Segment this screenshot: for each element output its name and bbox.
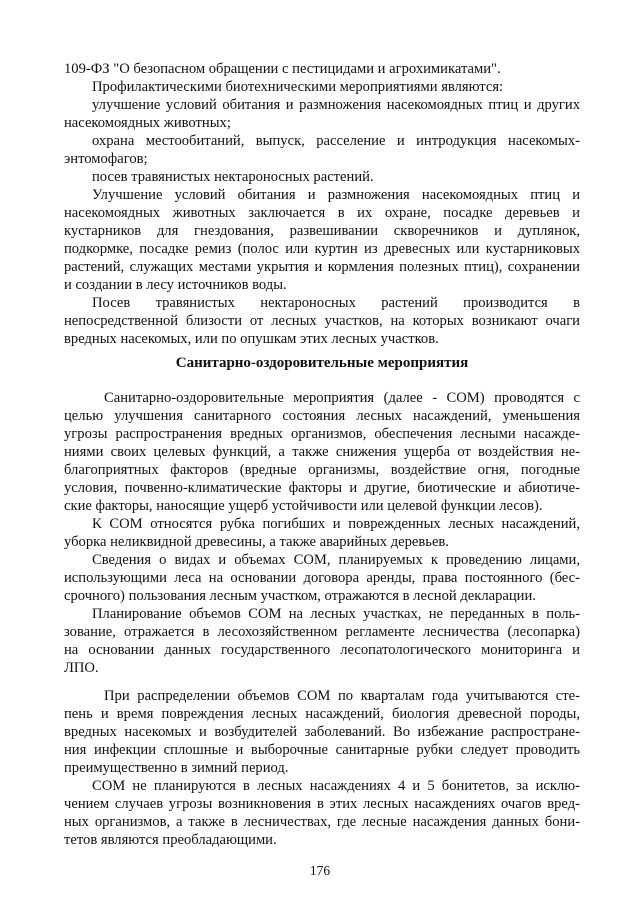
- text-line: энтомофагов;: [64, 151, 148, 167]
- text-line: уборка неликвидной древесины, а также аварийных деревьев.: [64, 534, 449, 550]
- text-line: улучшение условий обитания и размножения насекомоядных птиц и других: [92, 97, 580, 113]
- text-line: непосредственной близости от лесных участков, на которых возникают очаги: [64, 313, 580, 329]
- text-line: целью улучшения санитарного состояния лесных насаждений, уменьшения: [64, 408, 580, 424]
- text-line: охрана местообитаний, выпуск, расселение и интродукция насекомых-: [92, 133, 580, 149]
- text-line: ские факторы, наносящие ущерб устойчивости или целевой функции лесов).: [64, 498, 543, 514]
- text-line: Улучшение условий обитания и размножения насекомоядных птиц и: [92, 187, 580, 203]
- text-line: благоприятных факторов (вредные организмы, воздействие огня, погодные: [64, 462, 580, 478]
- text-line: использующими леса на основании договора аренды, права постоянного (бес-: [64, 570, 580, 586]
- page-number: 176: [309, 863, 331, 878]
- section-heading: Санитарно-оздоровительные мероприятия: [175, 355, 469, 371]
- text-line: условия, почвенно-климатические факторы и другие, биотические и абиотиче-: [64, 480, 580, 496]
- text-line: угрозы распространения вредных организмов, обеспечения лесными насажде-: [64, 426, 580, 442]
- text-line: вредных насекомых, или по опушкам этих лесных участков.: [64, 331, 439, 347]
- text-line: насекомоядных животных заключается в их охране, посадке деревьев и: [64, 205, 580, 221]
- text-line: Планирование объемов СОМ на лесных участках, не переданных в поль-: [92, 606, 580, 622]
- text-line: срочного) пользования лесным участком, отражаются в лесной декларации.: [64, 588, 536, 604]
- text-line: подкормке, посадке ремиз (полос или куртин из древесных или кустарниковых: [64, 241, 580, 257]
- text-line: СОМ не планируются в лесных насаждениях 4 и 5 бонитетов, за исклю-: [92, 778, 580, 794]
- text-line: преимущественно в зимний период.: [64, 760, 289, 776]
- text-line: Профилактическими биотехническими мероприятиями являются:: [92, 79, 504, 95]
- text-line: вредных насекомых и возбудителей заболеваний. Во избежание распростране-: [64, 724, 580, 740]
- text-line: К СОМ относятся рубка погибших и поврежденных лесных насаждений,: [92, 516, 580, 532]
- text-line: 109-ФЗ "О безопасном обращении с пестицидами и агрохимикатами".: [64, 61, 501, 77]
- text-line: ниями своих целевых функций, а также снижения ущерба от воздействия не-: [64, 444, 580, 460]
- text-line: растений, служащих местами укрытия и кормления полезных птиц), сохранении: [64, 259, 580, 275]
- text-line: ЛПО.: [64, 660, 99, 676]
- text-line: Посев травянистых нектароносных растений производится в: [92, 295, 580, 311]
- text-line: зование, отражается в лесохозяйственном регламенте лесничества (лесопарка): [64, 624, 580, 640]
- text-line: ных организмов, а также в лесничествах, где лесные насаждения данных бони-: [64, 814, 580, 830]
- text-line: тетов являются преобладающими.: [64, 832, 277, 848]
- text-line: Санитарно-оздоровительные мероприятия (далее - СОМ) проводятся с: [104, 390, 580, 406]
- text-line: кустарников для гнездования, развешивании скворечников и дуплянок,: [64, 223, 580, 239]
- text-line: чением случаев угрозы возникновения в этих лесных насаждениях очагов вред-: [64, 796, 580, 812]
- text-line: Сведения о видах и объемах СОМ, планируемых к проведению лицами,: [92, 552, 580, 568]
- text-line: пень и время повреждения лесных насаждений, биология древесной породы,: [64, 706, 580, 722]
- text-line: насекомоядных животных;: [64, 115, 231, 131]
- text-line: При распределении объемов СОМ по кварталам года учитываются сте-: [104, 688, 580, 704]
- text-line: на основании данных государственного лесопатологического мониторинга и: [64, 642, 580, 658]
- text-line: ния инфекции сплошные и выборочные санитарные рубки следует проводить: [64, 742, 580, 758]
- text-line: посев травянистых нектароносных растений.: [92, 169, 374, 185]
- text-line: и создании в лесу источников воды.: [64, 277, 287, 293]
